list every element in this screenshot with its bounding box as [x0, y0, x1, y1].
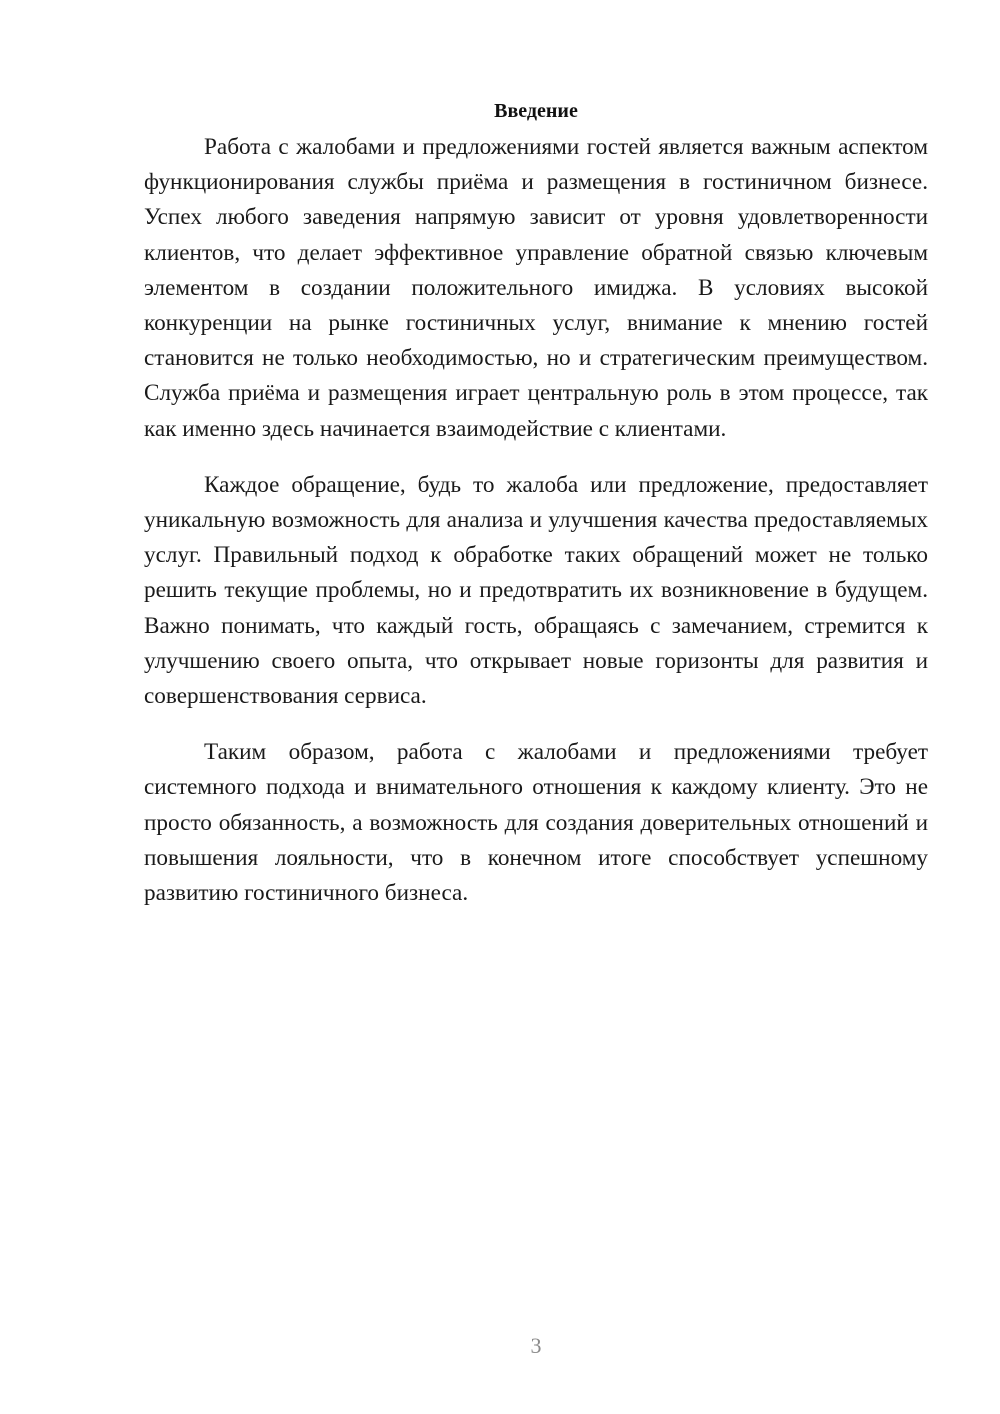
paragraph-3: Таким образом, работа с жалобами и предложениями требует системного подхода и внимательного отношения к каждому клиенту. Это не просто обязанность, а возможность для создания доверительных отношений и повышения лояльности, что в конечном итоге способствует успешному развитию гостиничного бизнеса. [144, 739, 928, 907]
paragraph-2: Каждое обращение, будь то жалоба или предложение, предоставляет уникальную возможность для анализа и улучшения качества предоставляемых услуг. Правильный подход к обработке таких обращений может не только решить текущие проблемы, но и предотвратить их возникновение в будущем. Важно понимать, что каждый гость, обращаясь с замечанием, стремится к улучшению своего опыта, что открывает новые горизонты для развития и совершенствования сервиса. [144, 471, 928, 710]
page-content [144, 94, 928, 932]
section-title: Введение [494, 100, 578, 122]
page-number: 3 [530, 1333, 542, 1358]
paragraph-1: Работа с жалобами и предложениями гостей является важным аспектом функционирования службы приёма и размещения в гостиничном бизнесе. Успех любого заведения напрямую зависит от уровня удовлетворенности клиентов, что делает эффективное управление обратной связью ключевым элементом в создании положительного имиджа. В условиях высокой конкуренции на рынке гостиничных услуг, внимание к мнению гостей становится не только необходимостью, но и стратегическим преимуществом. Служба приёма и размещения играет центральную роль в этом процессе, так как именно здесь начинается взаимодействие с клиентами. [144, 134, 928, 442]
